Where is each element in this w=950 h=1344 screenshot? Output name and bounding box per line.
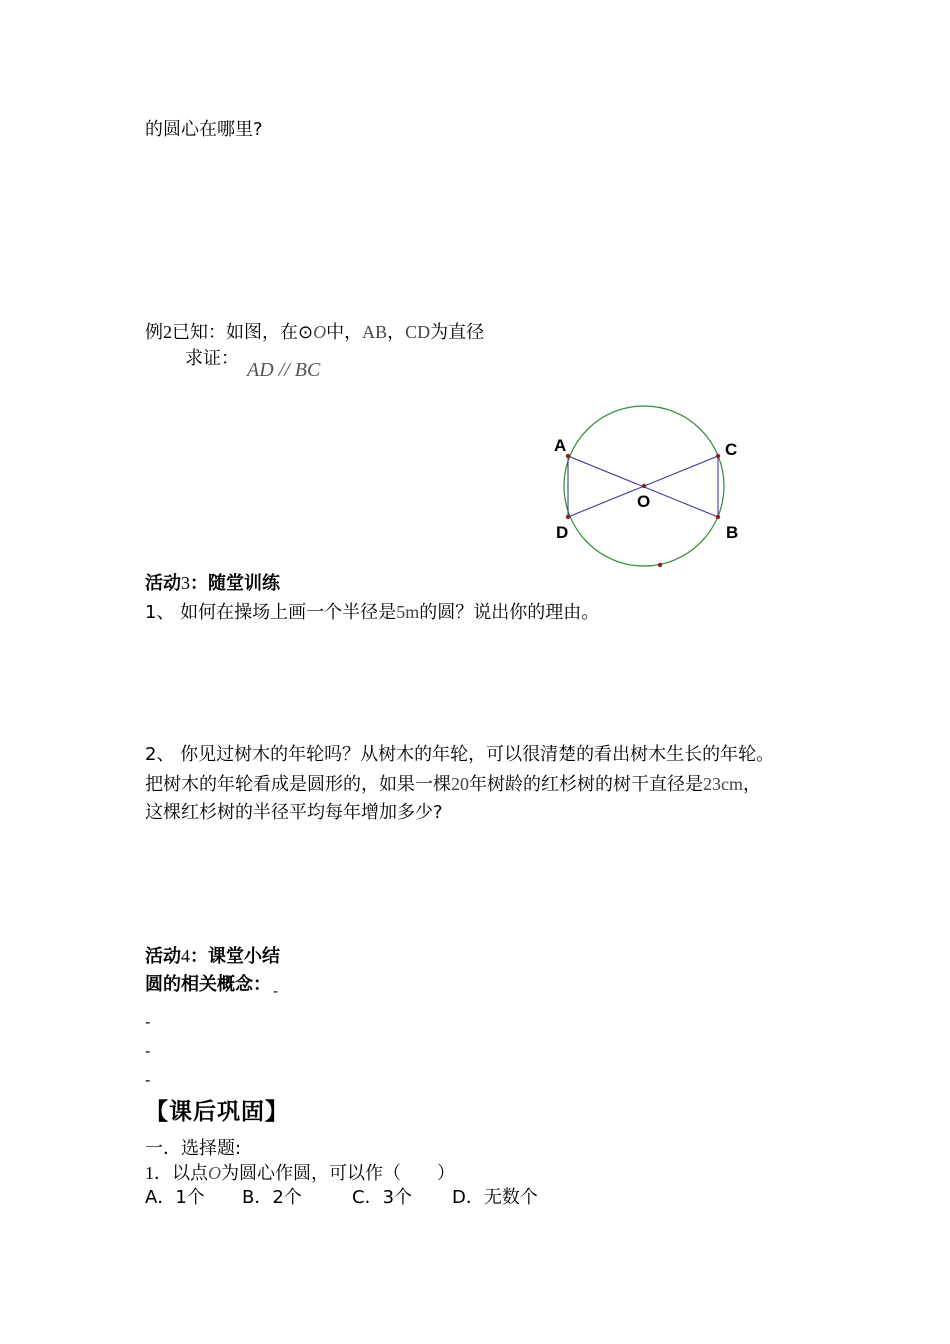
consolidation-title: 【课后巩固】 xyxy=(145,1099,289,1125)
label-d: D xyxy=(556,523,569,542)
activity-3-question-1 xyxy=(145,600,599,625)
prove-expression: AD // BC xyxy=(247,359,321,381)
example-mid-text: 中， xyxy=(326,322,363,343)
point-d xyxy=(566,515,570,519)
label-b: B xyxy=(726,523,739,542)
prove-label: 求证： xyxy=(185,348,239,369)
point-a xyxy=(566,454,570,458)
concepts-dash: - xyxy=(273,984,279,1000)
activity-3-question-2-line-1: 2、 你见过树木的年轮吗？从树木的年轮，可以很清楚的看出树木生长的年轮。 xyxy=(145,744,775,765)
q1-prefix: 1、 如何在操场上画一个半径是 xyxy=(145,602,397,623)
point-o xyxy=(642,484,646,488)
segment-cd: CD xyxy=(405,322,431,342)
activity-4-heading xyxy=(145,944,280,969)
example-label: 例 xyxy=(145,322,163,343)
activity-3-question-2-line-2 xyxy=(145,772,761,797)
q2-line2-a: 把树木的年轮看成是圆形的，如果一棵 xyxy=(145,774,451,795)
label-a: A xyxy=(554,436,567,455)
option-a[interactable]: A．1个 xyxy=(145,1187,205,1208)
option-d[interactable]: D．无数个 xyxy=(452,1187,538,1208)
q1-text-b: 为圆心作圆，可以作（ ） xyxy=(221,1163,455,1184)
example-number: 2 xyxy=(163,322,172,342)
point-b xyxy=(716,515,720,519)
choice-options xyxy=(145,1186,538,1210)
option-c[interactable]: C．3个 xyxy=(352,1187,413,1208)
activity-4-word: 活动 xyxy=(145,946,181,967)
activity-3-question-2-line-3: 这棵红杉树的半径平均每年增加多少? xyxy=(145,802,443,823)
q2-diameter: 23cm xyxy=(703,774,743,794)
activity-3-number: 3 xyxy=(181,573,190,593)
choice-question-1 xyxy=(145,1161,455,1186)
q2-line2-b: 年树龄的红杉树的树干直径是 xyxy=(469,774,703,795)
summary-dash-2: - xyxy=(145,1042,151,1060)
example-comma: ， xyxy=(387,322,406,343)
concepts-label-text: 圆的相关概念： xyxy=(145,974,271,995)
point-bottom xyxy=(658,563,662,567)
summary-dash-3: - xyxy=(145,1071,151,1089)
activity-3-word: 活动 xyxy=(145,573,181,594)
intro-line: 的圆心在哪里? xyxy=(145,119,263,140)
activity-4-number: 4 xyxy=(181,946,190,966)
q1-suffix: 的圆？说出你的理由。 xyxy=(419,602,600,623)
label-o: O xyxy=(637,492,651,511)
example-end-text: 为直径 xyxy=(430,322,485,343)
label-c: C xyxy=(725,440,738,459)
segment-ab: AB xyxy=(362,322,388,342)
example-2-statement xyxy=(145,320,484,345)
q1-text-a: 以点 xyxy=(172,1163,208,1184)
activity-3-title: ：随堂训练 xyxy=(190,573,280,594)
q2-line2-c: ， xyxy=(743,774,761,795)
summary-dash-1: - xyxy=(145,1013,151,1031)
circle-o-symbol: O xyxy=(313,322,327,342)
activity-3-heading xyxy=(145,571,280,596)
concepts-label xyxy=(145,973,278,998)
q1-unit: 5m xyxy=(396,602,420,622)
q1-number: 1． xyxy=(145,1163,172,1183)
example-known-text: 已知：如图，在⊙ xyxy=(172,322,314,343)
q1-point-o: O xyxy=(208,1163,221,1183)
choice-section-heading: 一．选择题: xyxy=(145,1138,242,1159)
q2-years: 20 xyxy=(451,774,469,794)
option-b[interactable]: B．2个 xyxy=(242,1187,302,1208)
point-c xyxy=(716,454,720,458)
circle-diagram xyxy=(540,395,740,575)
activity-4-title: ：课堂小结 xyxy=(190,946,280,967)
